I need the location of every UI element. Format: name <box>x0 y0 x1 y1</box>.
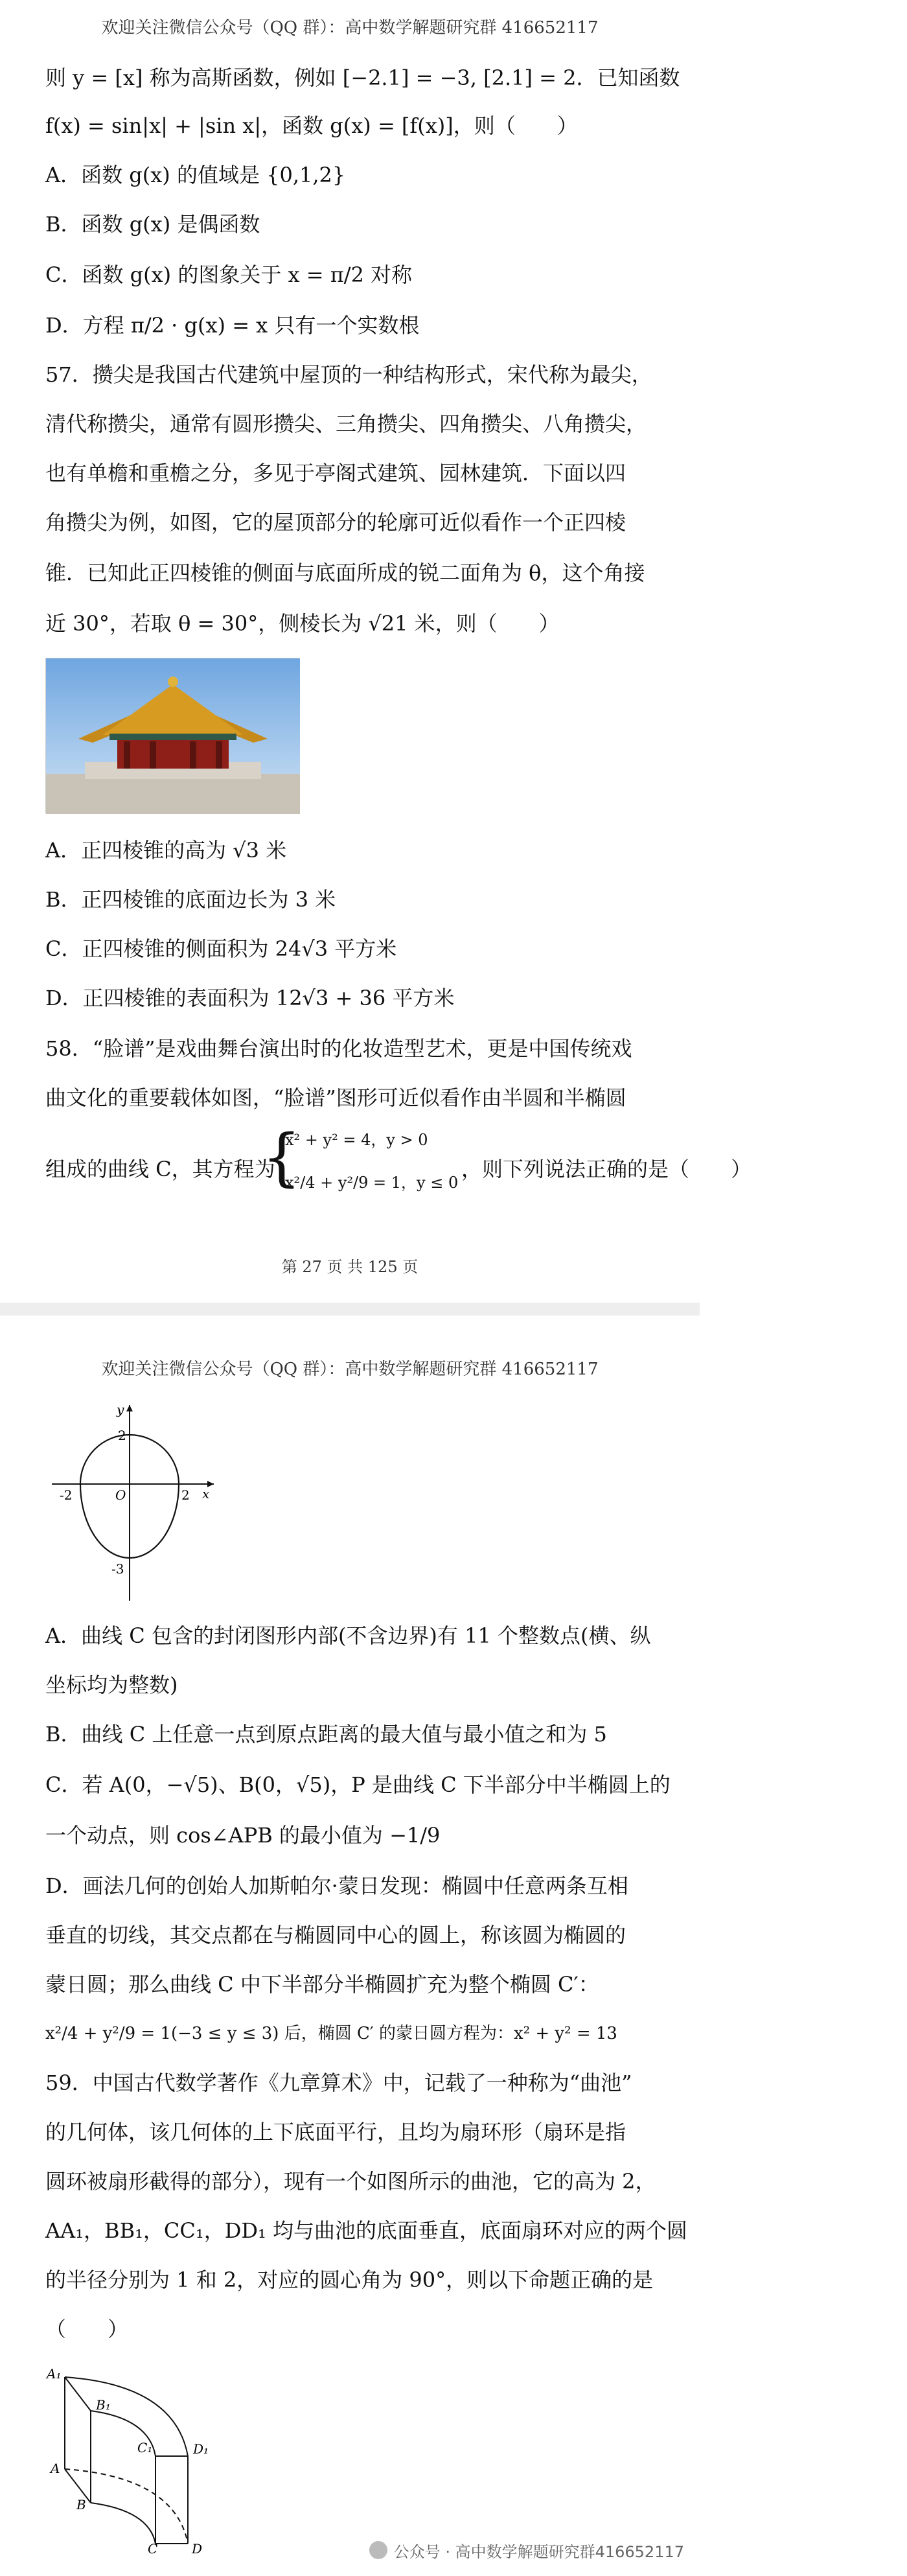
option-a: A．函数 g(x) 的值域是 {0,1,2} <box>45 163 346 187</box>
label-D1: D₁ <box>193 2441 209 2457</box>
piecewise-brace: { <box>262 1121 302 1194</box>
piecewise-case-2: x²/4 + y²/9 = 1，y ≤ 0 <box>285 1174 459 1192</box>
question-57-text: 锥．已知此正四棱锥的侧面与底面所成的锐二面角为 θ，这个角接 <box>45 561 645 585</box>
option-a-cont: 坐标均为整数) <box>45 1673 178 1697</box>
tick-top: 2 <box>118 1428 126 1443</box>
question-59-text: 圆环被扇形截得的部分），现有一个如图所示的曲池，它的高为 2， <box>45 2169 656 2194</box>
face-curve-figure <box>39 1400 220 1607</box>
label-A: A <box>51 2461 60 2476</box>
page-header: 欢迎关注微信公众号（QQ 群）：高中数学解题研究群 416652117 <box>101 18 599 38</box>
option-d-formula: x²/4 + y²/9 = 1(−3 ≤ y ≤ 3) 后，椭圆 C′ 的蒙日圆方程为：x² + y² = 13 <box>45 2024 617 2043</box>
option-c: C．正四棱锥的侧面积为 24√3 平方米 <box>45 936 397 961</box>
label-A1: A₁ <box>47 2366 62 2382</box>
option-d: D．画法几何的创始人加斯帕尔·蒙日发现：椭圆中任意两条互相 <box>45 1874 628 1898</box>
wechat-footer-bar <box>0 2524 700 2576</box>
tick-left: -2 <box>60 1487 73 1503</box>
text-line: 则 y = [x] 称为高斯函数，例如 [−2.1] = −3, [2.1] = 2．已知函数 <box>45 65 680 90</box>
label-D: D <box>192 2541 203 2557</box>
question-58-tail: ，则下列说法正确的是（ ） <box>461 1157 752 1181</box>
option-d: D．正四棱锥的表面积为 12√3 + 36 平方米 <box>45 986 455 1010</box>
question-57-text: 近 30°，若取 θ = 30°，侧棱长为 √21 米，则（ ） <box>45 611 560 636</box>
option-d-cont: 垂直的切线，其交点都在与椭圆同中心的圆上，称该圆为椭圆的 <box>45 1923 626 1947</box>
question-58-lead: 组成的曲线 C，其方程为 <box>45 1157 275 1181</box>
origin-label: O <box>115 1487 126 1503</box>
option-b: B．曲线 C 上任意一点到原点距离的最大值与最小值之和为 5 <box>45 1722 607 1746</box>
question-57-text: 也有单檐和重檐之分，多见于亭阁式建筑、园林建筑．下面以四 <box>45 461 626 485</box>
tick-right: 2 <box>181 1487 190 1503</box>
question-58-text: 曲文化的重要载体如图，“脸谱”图形可近似看作由半圆和半椭圆 <box>45 1085 626 1110</box>
page-footer: 第 27 页 共 125 页 <box>281 1258 419 1276</box>
page-header: 欢迎关注微信公众号（QQ 群）：高中数学解题研究群 416652117 <box>101 1360 599 1379</box>
tick-bottom: -3 <box>111 1561 124 1577</box>
label-B: B <box>76 2497 86 2512</box>
option-c: C．若 A(0，−√5)、B(0，√5)，P 是曲线 C 下半部分中半椭圆上的 <box>45 1772 671 1797</box>
option-d-cont: 蒙日圆；那么曲线 C 中下半部分半椭圆扩充为整个椭圆 C′： <box>45 1972 599 1997</box>
text-line: f(x) = sin|x| + |sin x|，函数 g(x) = [f(x)]，则（ ） <box>45 113 578 138</box>
question-59-text: AA₁，BB₁，CC₁，DD₁ 均与曲池的底面垂直，底面扇环对应的两个圆 <box>45 2218 688 2243</box>
question-58-text: 58．“脸谱”是戏曲舞台演出时的化妆造型艺术，更是中国传统戏 <box>45 1036 632 1061</box>
y-axis-label: y <box>117 1402 124 1417</box>
label-C: C <box>148 2541 158 2557</box>
option-a: A．正四棱锥的高为 √3 米 <box>45 838 287 863</box>
wechat-icon <box>369 2541 387 2559</box>
footer-brand-text: 公众号 · 高中数学解题研究群416652117 <box>393 2542 684 2561</box>
document-page-27 <box>0 0 752 1303</box>
question-59-text: 59．中国古代数学著作《九章算术》中，记载了一种称为“曲池” <box>45 2071 632 2095</box>
question-59-text: 的几何体，该几何体的上下底面平行，且均为扇环形（扇环是指 <box>45 2120 626 2144</box>
question-59-text: （ ） <box>45 2317 129 2341</box>
piecewise-case-1: x² + y² = 4，y > 0 <box>285 1131 428 1149</box>
x-axis-label: x <box>202 1486 210 1502</box>
option-c-cont: 一个动点，则 cos∠APB 的最小值为 −1/9 <box>45 1823 441 1848</box>
question-59-text: 的半径分别为 1 和 2，对应的圆心角为 90°，则以下命题正确的是 <box>45 2268 654 2292</box>
pavilion-photo <box>45 658 299 813</box>
question-57-text: 清代称攒尖，通常有圆形攒尖、三角攒尖、四角攒尖、八角攒尖， <box>45 412 647 436</box>
question-57-text: 角攒尖为例，如图，它的屋顶部分的轮廓可近似看作一个正四棱 <box>45 510 626 535</box>
label-B1: B₁ <box>96 2397 111 2413</box>
option-c: C．函数 g(x) 的图象关于 x = π/2 对称 <box>45 262 413 287</box>
option-b: B．正四棱锥的底面边长为 3 米 <box>45 887 336 912</box>
question-57-text: 57．攒尖是我国古代建筑中屋顶的一种结构形式，宋代称为最尖， <box>45 362 652 387</box>
option-d: D．方程 π/2 · g(x) = x 只有一个实数根 <box>45 313 420 338</box>
label-C1: C₁ <box>137 2440 153 2455</box>
option-b: B．函数 g(x) 是偶函数 <box>45 212 260 237</box>
document-page-28 <box>0 1316 700 2576</box>
page-gap <box>0 1303 700 1316</box>
option-a: A．曲线 C 包含的封闭图形内部(不含边界)有 11 个整数点(横、纵 <box>45 1623 651 1648</box>
